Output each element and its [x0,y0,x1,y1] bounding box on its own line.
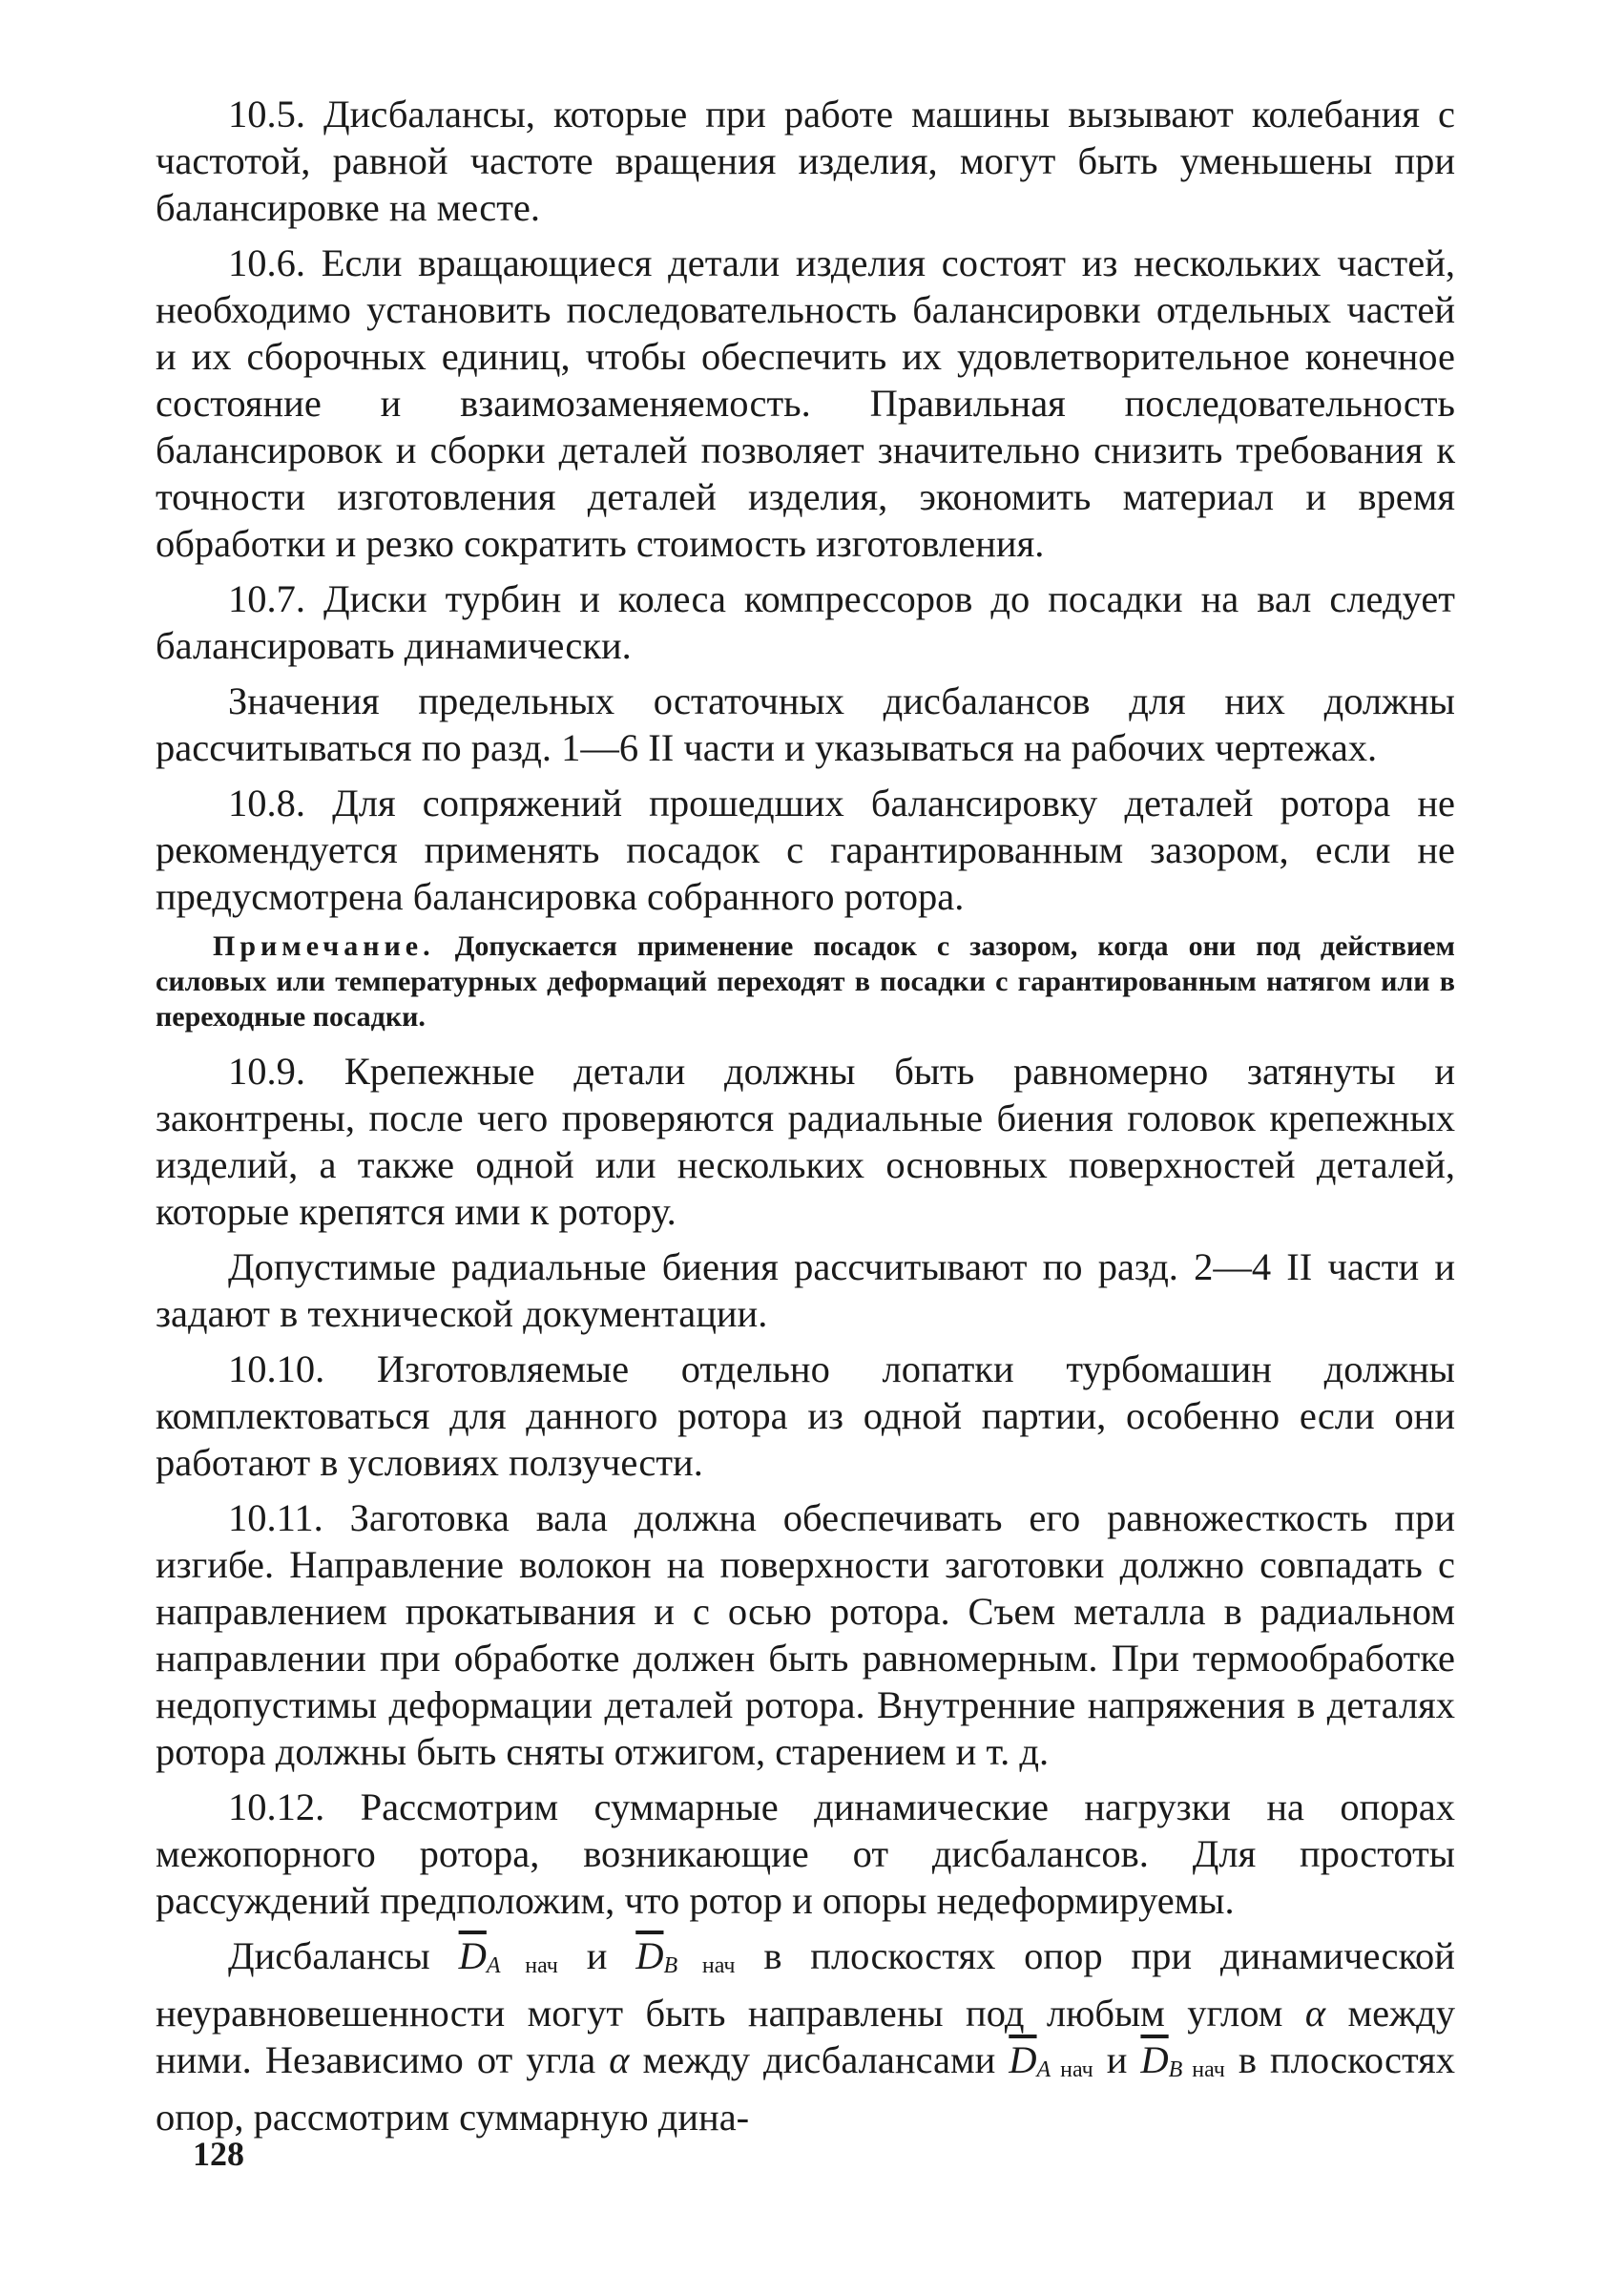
symbol-d: $\overline{D}$ [635,1934,664,1977]
text-fragment: в плоскостях опор, рассмотрим суммарную дина- [156,2038,1456,2139]
subscript-nach: нач [677,1953,736,1978]
paragraph-10-9: 10.9. Крепежные детали должны быть равномерно затянуты и законтрены, после чего проверяются радиальные биения головок крепежных изделий, а также одной или нескольких основных поверхностей деталей, которые крепятся ими к ротору. [156,1050,1455,1233]
page-number: 128 [193,2135,244,2173]
symbol-d: $\overline{D}$ [1009,2038,1037,2081]
paragraph-10-10: 10.10. Изготовляемые отдельно лопатки турбомашин должны комплектоваться для данного ротора из одной партии, особенно если они работают в условиях ползучести. [156,1347,1455,1484]
paragraph-10-8: 10.8. Для сопряжений прошедших балансировку деталей ротора не рекомендуется применять посадок с гарантированным зазором, если не предусмотрена балансировка собранного ротора. [156,782,1455,918]
symbol-d: $\overline{D}$ [1140,2038,1169,2081]
paragraph-10-11: 10.11. Заготовка вала должна обеспечивать его равножесткость при изгибе. Направление волокон на поверхности заготовки должно совпадать с направлением прокатывания и с осью ротора. Съем металла в радиальном направлении при обработке должен быть равномерным. При термообработке недопустимы деформации деталей ротора. Внутренние напряжения в деталях ротора должны быть сняты отжигом, старением и т. д. [156,1496,1455,1773]
paragraph-imbalance-formula [156,1932,1455,2140]
text-fragment: в плоскостях опор при динамической неуравновешенности могут быть направлены под любым углом [156,1934,1455,2035]
paragraph-10-6: 10.6. Если вращающиеся детали изделия состоят из нескольких частей, необходимо установить последовательность балансировки отдельных частей и их сборочных единиц, чтобы обеспечить их удовлетворительное конечное состояние и взаимозаменяемость. Правильная последовательность балансировок и сборки деталей позволяет значительно снизить требования к точности изготовления деталей изделия, экономить материал и время обработки и резко сократить стоимость изготовления. [156,241,1455,565]
text-fragment: и [557,1934,636,1977]
paragraph-10-9-continued: Допустимые радиальные биения рассчитывают по разд. 2—4 II части и задают в технической документации. [156,1245,1455,1335]
symbol-alpha: α [609,2038,630,2081]
text-fragment: Дисбалансы [228,1934,459,1977]
paragraph-10-5: 10.5. Дисбалансы, которые при работе машины вызывают колебания с частотой, равной частоте вращения изделия, могут быть уменьшены при балансировке на месте. [156,93,1455,229]
text-fragment: между ними. Независимо от угла [156,1992,1455,2081]
subscript-nach: нач [500,1953,558,1978]
note [156,929,1455,1034]
paragraph-10-12: 10.12. Рассмотрим суммарные динамические нагрузки на опорах межопорного ротора, возникающие от дисбалансов. Для простоты рассуждений предположим, что ротор и опоры недеформируемы. [156,1785,1455,1922]
subscript-b: B [1168,2057,1183,2082]
paragraph-10-7-continued: Значения предельных остаточных дисбалансов для них должны рассчитываться по разд. 1—6 II части и указываться на рабочих чертежах. [156,679,1455,769]
subscript-a: A [1036,2057,1051,2082]
page-body [156,91,1455,2149]
subscript-b: B [663,1953,678,1978]
note-label: Примечание. [213,930,435,962]
text-fragment: между дисбалансами [629,2038,1010,2081]
symbol-alpha: α [1304,1992,1326,2035]
subscript-a: A [486,1953,501,1978]
paragraph-10-7: 10.7. Диски турбин и колеса компрессоров до посадки на вал следует балансировать динамически. [156,577,1455,667]
subscript-nach: нач [1051,2057,1093,2082]
subscript-nach: нач [1182,2057,1225,2082]
note-text: Допускается применение посадок с зазором, когда они под действием силовых или температурных деформаций переходят в посадки с гарантированным натягом или в переходные посадки. [156,930,1455,1033]
symbol-d: $\overline{D}$ [458,1934,487,1977]
text-fragment: и [1093,2038,1141,2081]
